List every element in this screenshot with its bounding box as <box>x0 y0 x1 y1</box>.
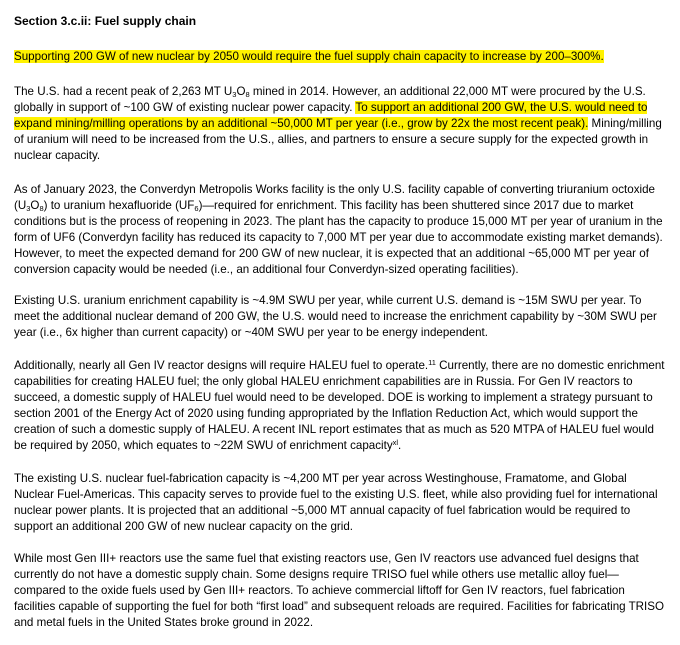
paragraph-advanced-fuels: While most Gen III+ reactors use the same fuel that existing reactors use, Gen IV reactors use advanced fuel designs that currently do not have a domestic supply chain. Some designs require TRISO fuel while others use metallic alloy fuel—compared to the oxide fuels used by Gen III+ reactors. To achieve commercial liftoff for Gen IV reactors, fuel fabrication facilities capable of supporting the fuel for both “first load” and subsequent reloads are required. Facilities for fabricating TRISO and metal fuels in the United States broke ground in 2022. <box>14 552 665 629</box>
highlighted-summary: Supporting 200 GW of new nuclear by 2050 would require the fuel supply chain capacity to increase by 200–300%. <box>14 50 604 63</box>
p3-text-1: As of January 2023, the Converdyn Metropolis Works facility is the only U.S. facility capable of converting triuranium octoxide (U <box>14 183 655 212</box>
footnote-marker: 11 <box>428 358 436 367</box>
p2-text-4: Mining/milling of uranium will need to be increased from the U.S., allies, and partners to ensure a secure supply for the expected growth in nuclear capacity. <box>14 117 662 162</box>
p3-text-3: ) to uranium hexafluoride (UF <box>43 199 195 212</box>
p2-text-1: The U.S. had a recent peak of 2,263 MT U <box>14 85 233 98</box>
paragraph-summary <box>14 49 666 65</box>
paragraph-haleu <box>14 358 666 454</box>
paragraph-mining <box>14 84 666 164</box>
p2-text-3: mined in 2014. However, an additional 22,000 MT were procured by the U.S. globally in support of ~100 GW of existing nuclear power capacity. <box>14 85 646 114</box>
subscript: 3 <box>26 204 31 213</box>
p5-text-2: Currently, there are no domestic enrichment capabilities for creating HALEU fuel; the only global HALEU enrichment capabilities are in Russia. For Gen IV reactors to succeed, a domestic supply of HALEU fuel would need to be developed. DOE is working to implement a strategy pursuant to section 2001 of the Energy Act of 2020 using funding appropriated by the Inflation Reduction Act, which would support the creation of such a domestic supply of HALEU. A recent INL report estimates that as much as 520 MTPA of HALEU fuel would be required by 2050, which equates to ~22M SWU of enrichment capacity <box>14 359 665 452</box>
highlighted-mining-target: To support an additional 200 GW, the U.S. would need to expand mining/milling operations by an additional ~50,000 MT per year (i.e., grow by 22x the most recent peak). <box>14 101 648 130</box>
p5-text-1: Additionally, nearly all Gen IV reactor designs will require HALEU fuel to operate. <box>14 359 429 372</box>
subscript: 8 <box>245 90 250 99</box>
p3-text-4: )—required for enrichment. This facility has been shuttered since 2017 due to market conditions but is the process of reopening in 2023. The plant has the capacity to produce 15,000 MT per year of uranium in the form of UF6 (Converdyn facility has reduced its capacity to 7,000 MT per year due to accommodate existing market demands). However, to meet the expected demand for 200 GW of new nuclear, it is expected that an additional ~65,000 MT per year of conversion capacity would be needed (i.e., an additional four Converdyn-sized operating facilities). <box>14 199 663 276</box>
subscript: 8 <box>39 204 44 213</box>
p3-text-2: O <box>30 199 40 212</box>
paragraph-fabrication: The existing U.S. nuclear fuel-fabrication capacity is ~4,200 MT per year across Westinghouse, Framatome, and Global Nuclear Fuel-Americas. This capacity serves to provide fuel to the existing U.S. fleet, while also providing fuel for international nuclear power plants. It is projected that an additional ~5,000 MT annual capacity of fuel fabrication would be required to support an additional 200 GW of new nuclear capacity on the grid. <box>14 472 658 533</box>
paragraph-enrichment: Existing U.S. uranium enrichment capability is ~4.9M SWU per year, while current U.S. demand is ~15M SWU per year. To meet the additional nuclear demand of 200 GW, the U.S. would need to increase the enrichment capability by ~30M SWU per year (i.e., 6x higher than current capacity) or ~40M SWU per year to be energy independent. <box>14 294 657 339</box>
footnote-marker: xl <box>392 438 399 447</box>
section-title: Section 3.c.ii: Fuel supply chain <box>14 14 197 28</box>
p5-text-3: . <box>398 439 402 452</box>
paragraph-conversion <box>14 182 666 278</box>
subscript: 6 <box>194 204 199 213</box>
subscript: 3 <box>232 90 237 99</box>
p2-text-2: O <box>236 85 246 98</box>
